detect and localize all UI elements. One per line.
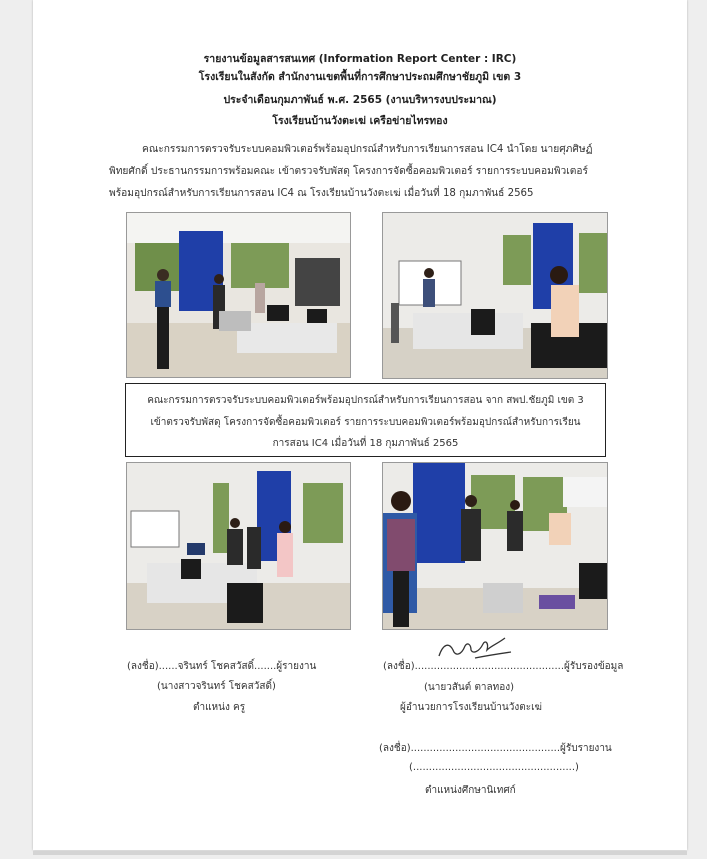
photo-committee-4 (382, 462, 608, 630)
horizontal-scrollbar[interactable] (33, 851, 687, 855)
caption-line-2: เข้าตรวจรับพัสดุ โครงการจัดซื้อคอมพิวเตอร์ รายการระบบคอมพิวเตอร์พร้อมอุปกรณ์สำหรับการเรียน (150, 417, 581, 428)
receiver-position: ตำแหน่งศึกษานิเทศก์ (425, 785, 516, 796)
photo-committee-3 (126, 462, 351, 630)
report-subtitle-network: โรงเรียนบ้านวังตะเฆ่ เครือข่ายไทรทอง (272, 115, 448, 127)
certifier-name: (นายวสันต์ ตาลทอง) (424, 682, 515, 693)
certifier-signature-line: (ลงชื่อ)...............................................ผู้รับรองข้อมูล (383, 661, 624, 672)
report-subtitle-month: ประจำเดือนกุมภาพันธ์ พ.ศ. 2565 (งานบริหารงบประมาณ) (223, 94, 497, 106)
reporter-name: (นางสาวจรินทร์ โชคสวัสดิ์) (157, 681, 276, 692)
receiver-signature-line: (ลงชื่อ)...............................................ผู้รับรายงาน (379, 743, 612, 754)
certifier-position: ผู้อำนวยการโรงเรียนบ้านวังตะเฆ่ (400, 702, 542, 713)
receiver-name: (...................................................) (409, 762, 579, 773)
body-line-1: คณะกรรมการตรวจรับระบบคอมพิวเตอร์พร้อมอุปกรณ์สำหรับการเรียนการสอน IC4 นำโดย นายศุภศิษฏ์ (142, 144, 593, 155)
caption-line-1: คณะกรรมการตรวจรับระบบคอมพิวเตอร์พร้อมอุปกรณ์สำหรับการเรียนการสอน จาก สพป.ชัยภูมิ เขต 3 (147, 395, 584, 406)
reporter-signature-line: (ลงชื่อ)......จรินทร์ โชคสวัสดิ์.......ผู้รายงาน (127, 661, 317, 672)
photo-committee-2 (382, 212, 608, 379)
document-page (33, 0, 687, 850)
body-line-2: พิทยศักดิ์ ประธานกรรมการพร้อมคณะ เข้าตรวจรับพัสดุ โครงการจัดซื้อคอมพิวเตอร์ รายการระบบคอมพิวเตอร์ (109, 166, 588, 177)
photo-caption-box (125, 383, 606, 457)
report-subtitle-school: โรงเรียนในสังกัด สำนักงานเขตพื้นที่การศึกษาประถมศึกษาชัยภูมิ เขต 3 (198, 71, 522, 83)
reporter-position: ตำแหน่ง ครู (193, 702, 246, 713)
report-title: รายงานข้อมูลสารสนเทศ (Information Report Center : IRC) (203, 53, 517, 65)
handwritten-signature (435, 634, 515, 662)
caption-line-3: การสอน IC4 เมื่อวันที่ 18 กุมภาพันธ์ 2565 (272, 438, 459, 449)
body-line-3: พร้อมอุปกรณ์สำหรับการเรียนการสอน IC4 ณ โรงเรียนบ้านวังตะเฆ่ เมื่อวันที่ 18 กุมภาพันธ์ 2565 (109, 188, 534, 199)
photo-committee-1 (126, 212, 351, 378)
